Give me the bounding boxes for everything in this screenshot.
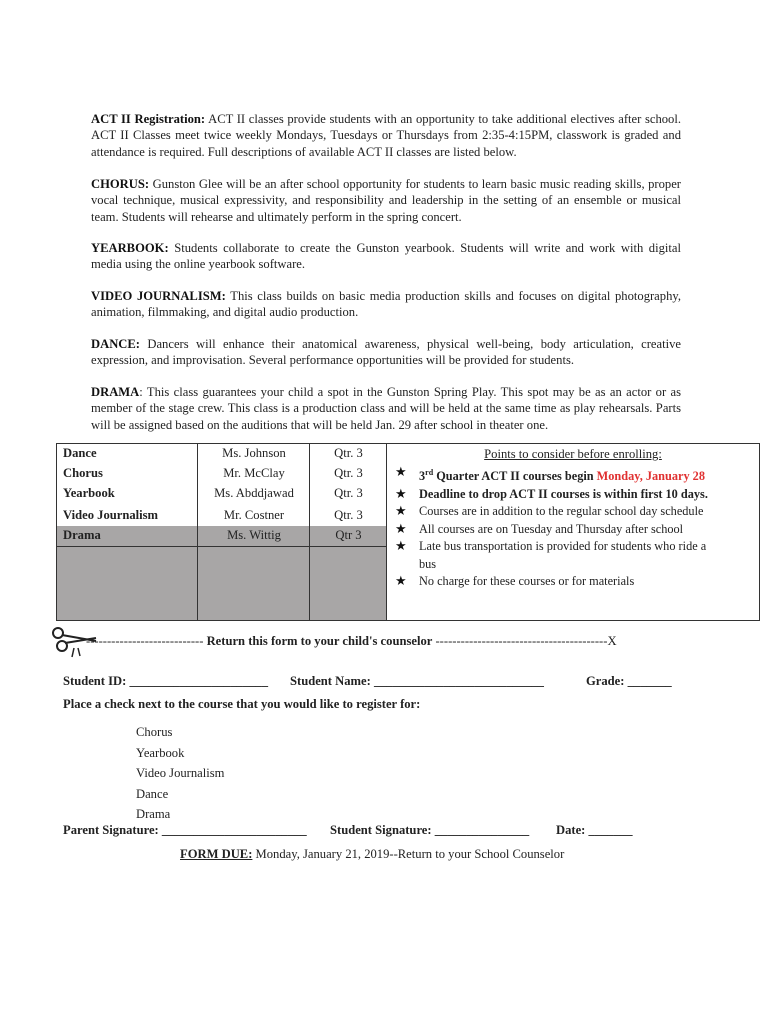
point-text: Quarter ACT II courses begin <box>433 469 597 484</box>
course-column-border <box>57 444 198 620</box>
star-icon: ★ <box>395 574 407 590</box>
list-item <box>395 464 725 486</box>
form-due-note <box>180 847 564 862</box>
dance-text: Dancers will enhance their anatomical awareness, physical well-being, body articulation, creative expression, and improvisation. Several performance opportunities will be provided for students. <box>91 337 681 368</box>
points-title: Points to consider before enrolling: <box>484 447 662 461</box>
point-ordinal: 3 <box>419 469 426 484</box>
parent-signature-field[interactable]: Parent Signature: _______________________ <box>63 823 307 837</box>
star-icon: ★ <box>395 465 407 480</box>
student-signature-field[interactable]: Student Signature: _______________ <box>330 823 530 837</box>
point-text: No charge for these courses or for materials <box>419 574 635 589</box>
star-icon: ★ <box>395 504 407 520</box>
list-item <box>395 503 725 521</box>
cut-line <box>86 634 686 649</box>
cut-dashes-left: ---------------------------- <box>86 634 207 648</box>
course-option-video-journalism[interactable]: Video Journalism <box>136 766 225 781</box>
form-due-label: FORM DUE: <box>180 847 253 861</box>
grade-field[interactable]: Grade: _______ <box>586 674 672 688</box>
star-icon: ★ <box>395 539 407 555</box>
course-name: Chorus <box>63 466 103 480</box>
cut-dashes-right: -----------------------------------------X <box>432 634 617 648</box>
drama-label: DRAMA <box>91 385 140 399</box>
date-field[interactable]: Date: _______ <box>556 823 633 837</box>
point-text: Late bus transportation is provided for students who ride a bus <box>419 539 707 571</box>
course-option-dance[interactable]: Dance <box>136 786 169 801</box>
course-name: Drama <box>63 528 101 542</box>
yearbook-paragraph <box>91 240 681 273</box>
list-item <box>395 573 725 591</box>
point-text: Courses are in addition to the regular school day schedule <box>419 504 704 519</box>
student-name-field[interactable]: Student Name: ___________________________ <box>290 674 544 688</box>
course-name: Video Journalism <box>63 508 159 522</box>
quarter-value: Qtr 3 <box>335 528 362 542</box>
drama-paragraph <box>91 384 681 433</box>
point-ordinal-suffix: rd <box>425 468 434 477</box>
intro-text: ACT II classes provide students with an opportunity to take additional electives after school. ACT II Classes meet twice weekly Mondays, Tuesdays or Thursdays from 2:35-4:15PM, classwork is graded and attendance is required. Full descriptions of available ACT II classes are listed below. <box>91 112 681 159</box>
video-label: VIDEO JOURNALISM: <box>91 289 226 303</box>
teacher-name: Mr. Costner <box>223 508 285 522</box>
list-item <box>395 486 725 504</box>
drama-text: : This class guarantees your child a spot in the Gunston Spring Play. This spot may be as an actor or as member of the stage crew. This class is a production class and will be held at the same time as play rehearsals. Parts will be assigned based on the auditions that will be held Jan. 29 after school in theater one. <box>91 385 681 432</box>
course-name: Dance <box>63 446 97 460</box>
video-paragraph <box>91 288 681 321</box>
intro-label: ACT II Registration: <box>91 112 206 126</box>
teacher-name: Ms. Johnson <box>222 446 286 460</box>
teacher-name: Mr. McClay <box>223 466 285 480</box>
quarter-value: Qtr. 3 <box>334 466 363 480</box>
course-checklist <box>136 722 224 825</box>
course-option-chorus[interactable]: Chorus <box>136 725 173 739</box>
video-text: This class builds on basic media production skills and focuses on digital photography, animation, filmmaking, and digital audio production. <box>91 289 681 320</box>
yearbook-label: YEARBOOK: <box>91 241 169 255</box>
cut-label: Return this form to your child's counselor <box>206 634 433 648</box>
point-text: All courses are on Tuesday and Thursday after school <box>419 521 684 536</box>
intro-paragraph <box>91 111 681 160</box>
quarter-value: Qtr. 3 <box>334 486 363 500</box>
dance-paragraph <box>91 336 681 369</box>
teacher-name: Ms. Abddjawad <box>214 486 294 500</box>
student-id-field[interactable]: Student ID: ______________________ <box>63 674 269 688</box>
teacher-column-border <box>198 444 310 620</box>
schedule-table <box>56 443 760 621</box>
teacher-name: Ms. Wittig <box>227 528 281 542</box>
quarter-value: Qtr. 3 <box>334 446 363 460</box>
start-date: Monday, January 28 <box>596 469 705 484</box>
chorus-paragraph <box>91 176 681 225</box>
dance-label: DANCE: <box>91 337 140 351</box>
point-text: Deadline to drop ACT II courses is within first 10 days. <box>419 486 708 501</box>
list-item <box>395 521 725 539</box>
chorus-text: Gunston Glee will be an after school opportunity for students to learn basic music reading skills, proper vocal technique, musical expressivity, and responsibility and leadership in the setting of an ensemble or musical team. Students will rehearse and ultimately perform in the spring concert. <box>91 177 681 224</box>
form-due-text: Monday, January 21, 2019--Return to your School Counselor <box>252 847 565 861</box>
course-option-yearbook[interactable]: Yearbook <box>136 745 185 760</box>
chorus-label: CHORUS: <box>91 177 150 191</box>
quarter-value: Qtr. 3 <box>334 508 363 522</box>
points-list <box>395 464 725 591</box>
course-option-drama[interactable]: Drama <box>136 807 171 822</box>
yearbook-text: Students collaborate to create the Gunston yearbook. Students will write and work with digital media using the online yearbook software. <box>91 241 681 272</box>
list-item <box>395 538 725 573</box>
course-name: Yearbook <box>63 486 115 500</box>
star-icon: ★ <box>395 521 407 537</box>
quarter-column-border <box>310 444 387 620</box>
course-instruction: Place a check next to the course that you would like to register for: <box>63 697 421 711</box>
star-icon: ★ <box>395 486 407 502</box>
